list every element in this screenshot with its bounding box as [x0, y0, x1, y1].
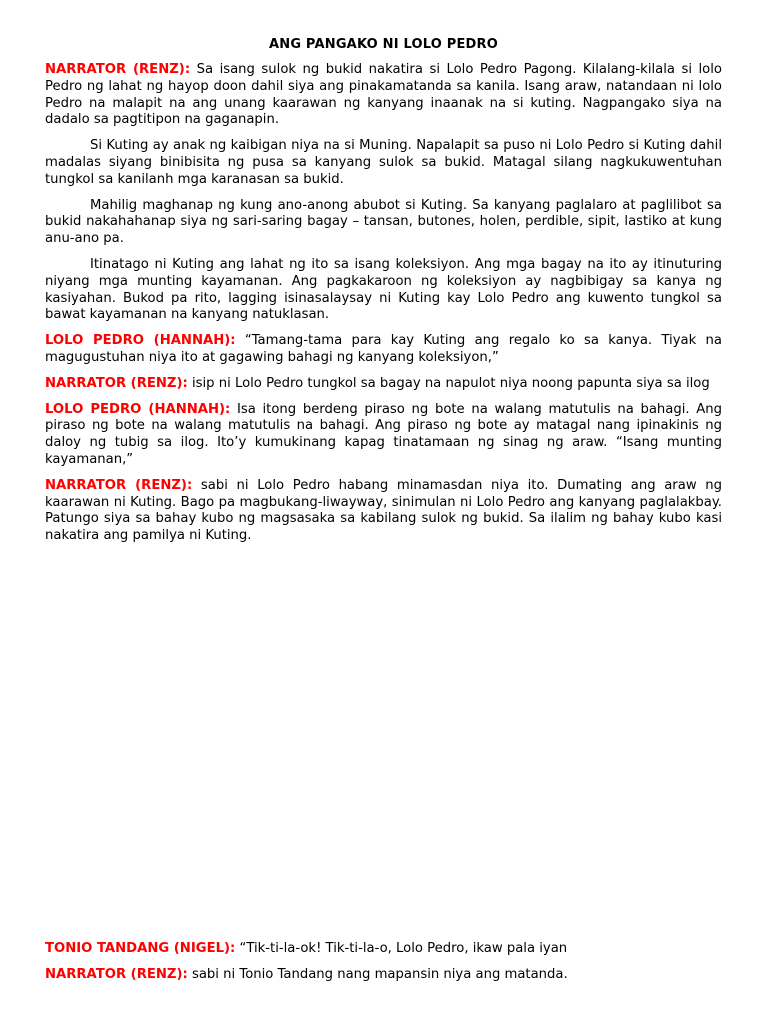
speaker-label: NARRATOR (RENZ):	[45, 375, 188, 391]
document-title: ANG PANGAKO NI LOLO PEDRO	[269, 37, 498, 52]
paragraph-text: isip ni Lolo Pedro tungkol sa bagay na napulot niya noong papunta siya sa ilog	[191, 375, 710, 391]
paragraph-text: “Tik-ti-la-ok! Tik-ti-la-o, Lolo Pedro, ikaw pala iyan	[239, 941, 568, 956]
paragraph-3	[45, 198, 722, 248]
bottom-paragraph-2	[45, 967, 722, 984]
paragraph-text: Itinatago ni Kuting ang lahat ng ito sa isang koleksiyon. Ang mga bagay na ito ay itinuturing niyang mga munting kayamanan. Ang pagkakaroon ng koleksiyon ay nagbibigay sa kanya ng kasiyahan. Bukod pa rito, lagging isinasalaysay ni Kuting kay Lolo Pedro ang kuwento tungkol sa bawat kayamanan na kanyang natuklasan.	[45, 256, 722, 323]
paragraph-8	[45, 478, 722, 545]
document-bottom-section	[45, 941, 722, 993]
document-page	[45, 37, 722, 554]
speaker-label: LOLO PEDRO (HANNAH):	[45, 401, 231, 417]
paragraph-4	[45, 257, 722, 324]
paragraph-2	[45, 138, 722, 188]
speaker-label: NARRATOR (RENZ):	[45, 62, 191, 77]
paragraph-6	[45, 376, 722, 393]
paragraph-7	[45, 402, 722, 469]
speaker-label: NARRATOR (RENZ):	[45, 966, 188, 982]
paragraph-text: sabi ni Lolo Pedro habang minamasdan niya ito. Dumating ang araw ng kaarawan ni Kuting. Bago pa magbukang-liwayway, sinimulan ni Lolo Pedro ang kanyang paglalakbay. Patungo siya sa bahay kubo ng magsasaka sa kabilang sulok ng bukid. Sa ilalim ng bahay kubo kasi nakatira ang pamilya ni Kuting.	[45, 477, 722, 544]
paragraph-5	[45, 333, 722, 367]
paragraph-text: Isa itong berdeng piraso ng bote na walang matutulis na bahagi. Ang piraso ng bote na walang matutulis na bahagi. Ang piraso ng bote ay matagal nang ipinakinis ng daloy ng tubig sa ilog. Ito’y kumukinang kapag tinatamaan ng sinag ng araw. “Isang munting kayamanan,”	[45, 401, 722, 467]
paragraph-1	[45, 62, 722, 129]
paragraph-text: Sa isang sulok ng bukid nakatira si Lolo Pedro Pagong. Kilalang-kilala si lolo Pedro ng lahat ng hayop doon dahil siya ang pinakamatanda sa kanila. Isang araw, natandaan ni lolo Pedro na malapit na ang unang kaarawan ng kanyang inaanak na si kuting. Nagpangako siya na dadalo sa pagtitipon na gaganapin.	[45, 62, 722, 128]
paragraph-text: Mahilig maghanap ng kung ano-anong abubot si Kuting. Sa kanyang paglalaro at paglilibot sa bukid nakahahanap siya ng sari-saring bagay – tansan, butones, holen, perdible, sipit, lastiko at kung anu-ano pa.	[45, 197, 722, 247]
paragraph-text: “Tamang-tama para kay Kuting ang regalo ko sa kanya. Tiyak na magugustuhan niya ito at gagawing bahagi ng kanyang koleksiyon,”	[45, 333, 722, 365]
speaker-label: LOLO PEDRO (HANNAH):	[45, 333, 236, 349]
speaker-label: TONIO TANDANG (NIGEL):	[45, 941, 236, 956]
bottom-paragraph-1	[45, 941, 722, 958]
paragraph-text: Si Kuting ay anak ng kaibigan niya na si Muning. Napalapit sa puso ni Lolo Pedro si Kuting dahil madalas siyang binibisita ng pusa sa kanyang sulok sa bukid. Matagal silang nagkukuwentuhan tungkol sa kanilanh mga karanasan sa bukid.	[45, 138, 722, 187]
speaker-label: NARRATOR (RENZ):	[45, 477, 193, 493]
paragraph-text: sabi ni Tonio Tandang nang mapansin niya ang matanda.	[191, 966, 568, 982]
